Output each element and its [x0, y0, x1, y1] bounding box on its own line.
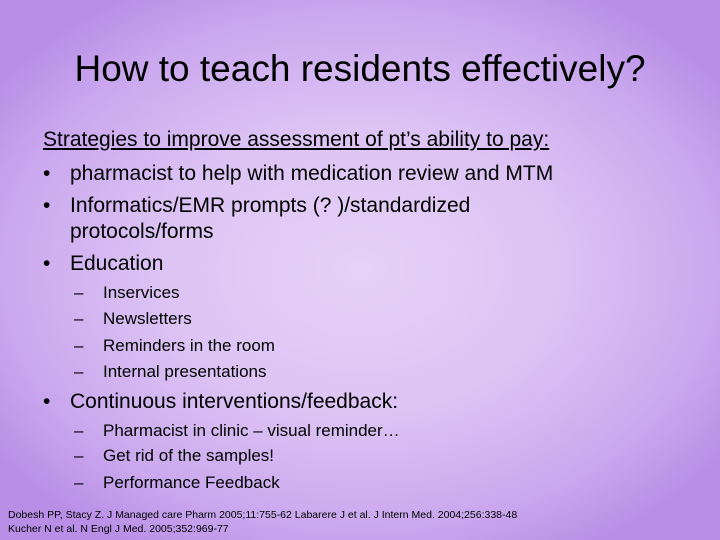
dash-marker: – [74, 362, 84, 381]
bullet-marker: • [43, 194, 51, 217]
sub-item-text: Newsletters [103, 309, 192, 328]
bullet-text: Informatics/EMR prompts (? )/standardized protocols/forms [70, 194, 471, 243]
dash-marker: – [74, 473, 84, 492]
sub-item-text: Reminders in the room [103, 336, 275, 355]
sub-item-text: Pharmacist in clinic – visual reminder… [103, 421, 400, 440]
sub-item-text: Inservices [103, 283, 180, 302]
bullet-text: Education [70, 252, 164, 275]
bullet-marker: • [43, 390, 51, 413]
bullet-marker: • [43, 252, 51, 275]
sub-item-text: Get rid of the samples! [103, 446, 275, 465]
dash-marker: – [74, 309, 84, 328]
sub-item-text: Internal presentations [103, 362, 267, 381]
slide-title: How to teach residents effectively? [74, 48, 646, 89]
references [8, 508, 517, 536]
sub-item-text: Performance Feedback [103, 473, 280, 492]
bullet-text: Continuous interventions/feedback: [70, 390, 399, 413]
reference-line: Dobesh PP, Stacy Z. J Managed care Pharm 2005;11:755-62 Labarere J et al. J Intern Med. 2004;256:338-48 [8, 509, 518, 521]
bullet-text: pharmacist to help with medication review and MTM [70, 162, 554, 185]
dash-marker: – [74, 336, 84, 355]
dash-marker: – [74, 446, 84, 465]
strategies-heading: Strategies to improve assessment of pt’s ability to pay: [43, 128, 550, 151]
bullet-marker: • [43, 162, 51, 185]
dash-marker: – [74, 283, 84, 302]
dash-marker: – [74, 421, 84, 440]
reference-line: Kucher N et al. N Engl J Med. 2005;352:969-77 [8, 523, 229, 535]
